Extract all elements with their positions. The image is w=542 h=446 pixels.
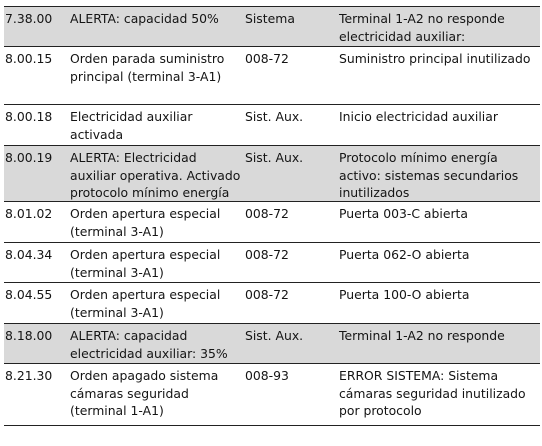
log-result: Puerta 003-C abierta — [339, 206, 468, 221]
log-origin: 008-72 — [245, 287, 289, 302]
log-result: Inicio electricidad auxiliar — [339, 109, 498, 124]
log-origin: Sist. Aux. — [245, 328, 304, 343]
log-event: Orden apagado sistema cámaras seguridad (terminal 1-A1) — [70, 368, 219, 418]
log-result: Puerta 062-O abierta — [339, 247, 470, 262]
log-origin: 008-72 — [245, 206, 289, 221]
log-event: Orden apertura especial (terminal 3-A1) — [70, 247, 221, 280]
log-event: ALERTA: capacidad 50% — [70, 11, 219, 26]
log-event: Electricidad auxiliar activada — [70, 109, 193, 142]
log-result: Suministro principal inutilizado — [339, 51, 531, 66]
log-event: Orden parada suministro principal (terminal 3-A1) — [70, 51, 225, 84]
log-result: Protocolo mínimo energía activo: sistemas secundarios inutilizados — [339, 150, 519, 200]
log-row — [4, 47, 540, 105]
log-event: Orden apertura especial (terminal 3-A1) — [70, 206, 221, 239]
log-origin: Sist. Aux. — [245, 109, 304, 124]
log-row-alert — [4, 146, 540, 202]
log-time: 8.01.02 — [5, 206, 53, 221]
log-time: 8.00.19 — [5, 150, 53, 165]
log-time: 8.00.18 — [5, 109, 53, 124]
log-time: 7.38.00 — [5, 11, 53, 26]
log-row-alert — [4, 7, 540, 47]
log-result: ERROR SISTEMA: Sistema cámaras seguridad inutilizado por protocolo — [339, 368, 526, 418]
log-origin: 008-72 — [245, 51, 289, 66]
log-time: 8.04.55 — [5, 287, 53, 302]
log-row — [4, 283, 540, 324]
log-time: 8.21.30 — [5, 368, 53, 383]
log-row — [4, 243, 540, 283]
log-time: 8.18.00 — [5, 328, 53, 343]
log-row-alert — [4, 324, 540, 364]
log-row — [4, 105, 540, 146]
log-origin: Sistema — [245, 11, 295, 26]
log-result: Puerta 100-O abierta — [339, 287, 470, 302]
log-origin: Sist. Aux. — [245, 150, 304, 165]
log-result: Terminal 1-A2 no responde electricidad auxiliar: — [339, 11, 505, 44]
log-row — [4, 364, 540, 426]
system-log-table — [4, 6, 540, 426]
log-event: Orden apertura especial (terminal 3-A1) — [70, 287, 221, 320]
log-event: ALERTA: Electricidad auxiliar operativa. Activado protocolo mínimo energía — [70, 150, 241, 200]
log-row — [4, 202, 540, 243]
log-time: 8.00.15 — [5, 51, 53, 66]
log-result: Terminal 1-A2 no responde — [339, 328, 505, 343]
log-origin: 008-93 — [245, 368, 289, 383]
log-time: 8.04.34 — [5, 247, 53, 262]
log-origin: 008-72 — [245, 247, 289, 262]
log-event: ALERTA: capacidad electricidad auxiliar: 35% — [70, 328, 228, 361]
